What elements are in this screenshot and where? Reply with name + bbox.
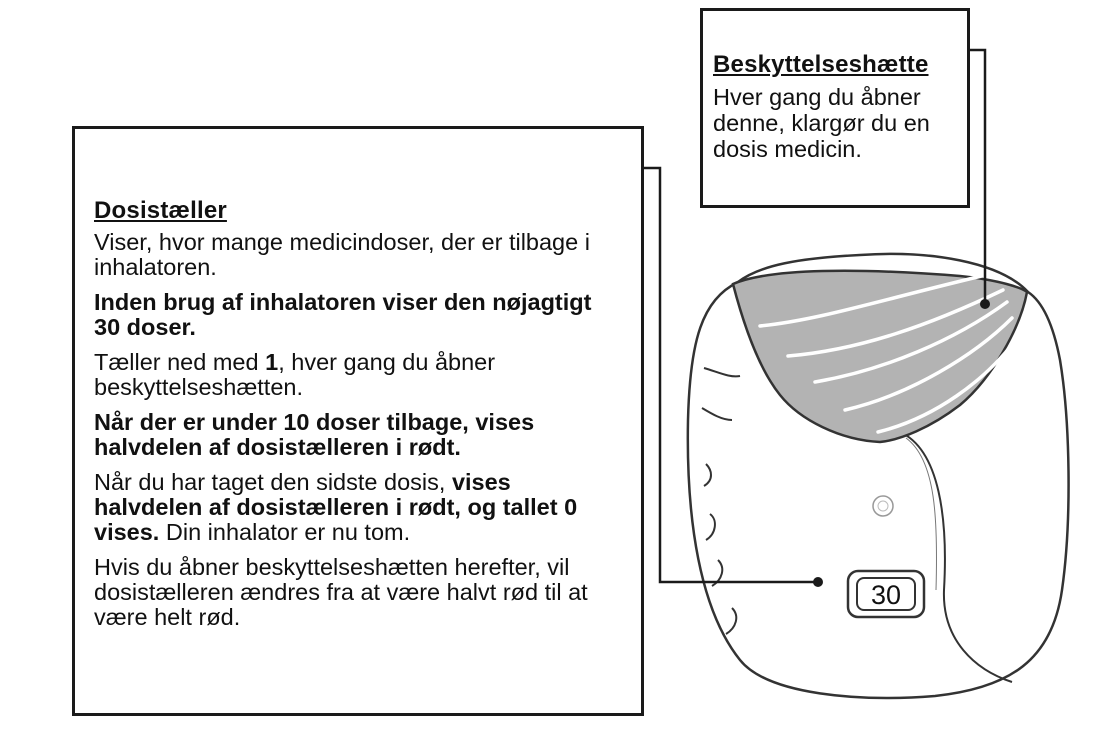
dose-counter-heading: Dosistæller [94,197,227,224]
protective-cap-heading: Beskyttelseshætte [713,51,929,78]
counter-desc: Viser, hvor mange medicindoser, der er tilbage i inhalatoren. [94,229,590,280]
cap-leader-dot [980,299,990,309]
protective-cap-callout [700,8,970,208]
counter-low-warning: Når der er under 10 doser tilbage, vises halvdelen af dosistælleren i rødt. [94,409,535,460]
counter-after-empty-note: Hvis du åbner beskyttelseshætten herefter, vil dosistælleren ændres fra at være halvt rød til at være helt rød. [94,554,588,630]
counter-decrement-note [94,350,623,400]
counter-empty-text-c: Din inhalator er nu tom. [159,519,411,545]
dose-counter-value: 30 [870,580,902,610]
protective-cap-desc: Hver gang du åbner denne, klargør du en dosis medicin. [713,84,930,162]
counter-empty-text-a: Når du har taget den sidste dosis, [94,469,452,495]
dose-counter-callout [72,126,644,716]
counter-empty-text-b: vises halvdelen af dosistælleren i rødt, og tallet 0 vises. [94,469,578,545]
counter-decrement-number: 1 [265,349,279,375]
counter-leader-dot [813,577,823,587]
counter-empty-note [94,470,623,545]
counter-decrement-text-c: , hver gang du åbner beskyttelseshætten. [94,349,496,400]
counter-decrement-text-a: Tæller ned med [94,349,266,375]
counter-initial-note: Inden brug af inhalatoren viser den nøjagtigt 30 doser. [94,289,592,340]
